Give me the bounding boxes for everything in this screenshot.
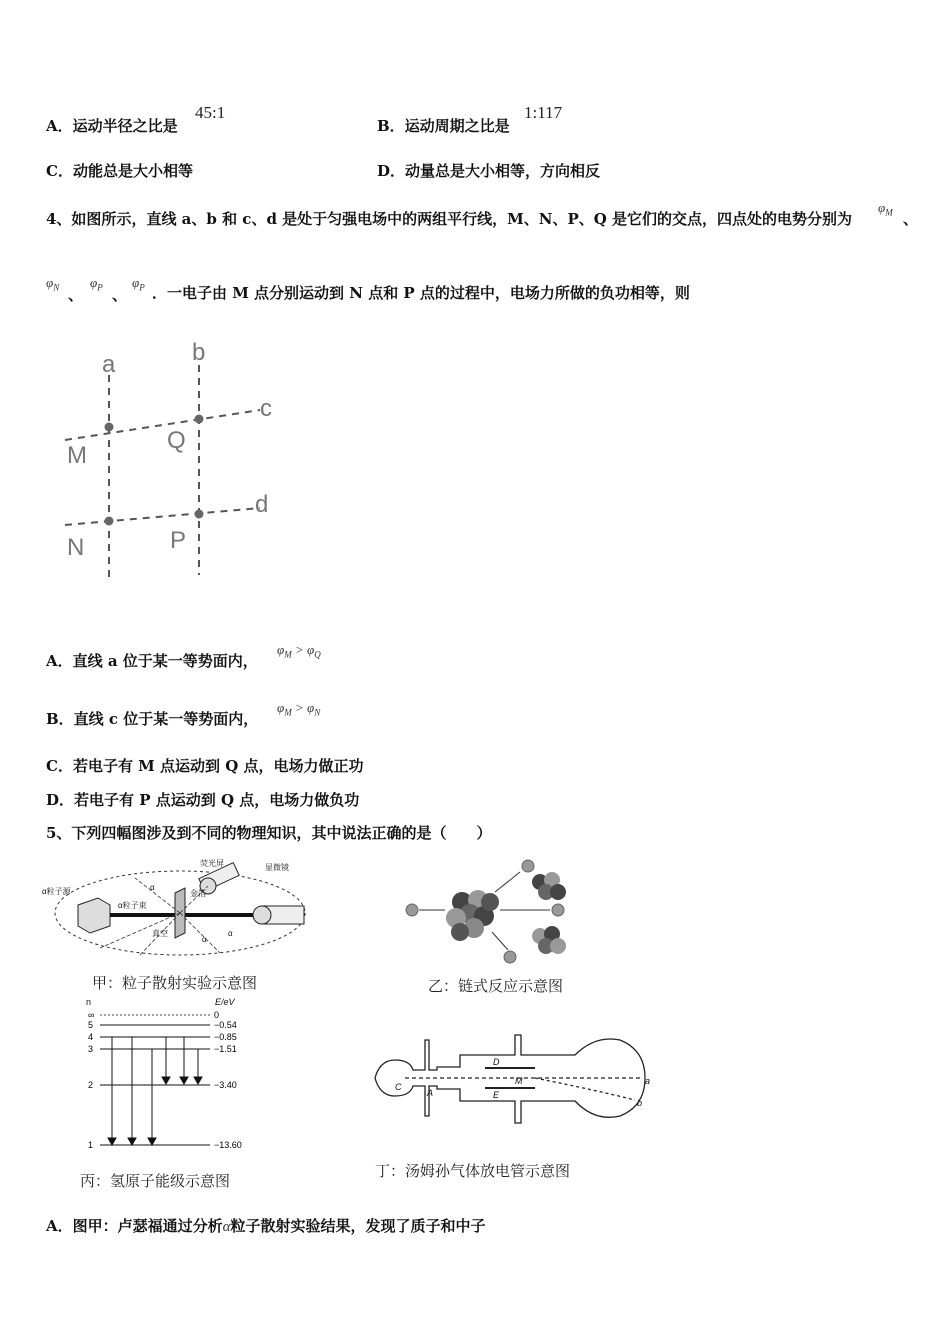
jia-alpha-3: α	[228, 929, 233, 938]
phi-glyph: φ	[132, 275, 140, 290]
deflected-beam	[535, 1078, 635, 1100]
phi-sub-n: N	[53, 282, 60, 293]
q4-option-d[interactable]: D．若电子有 P 点运动到 Q 点，电场力做负功	[46, 791, 360, 809]
separator-1: 、	[903, 210, 919, 228]
phi-glyph: φ	[306, 642, 315, 657]
energy-level-n: 1	[88, 1140, 94, 1150]
q4-option-b[interactable]: B．直线 c 位于某一等势面内，	[46, 710, 259, 728]
jia-vacuum-label: 真空	[152, 929, 168, 938]
point-p	[195, 510, 204, 519]
source-box	[78, 898, 110, 933]
gt-sign: >	[294, 700, 304, 715]
gt-sign: >	[294, 642, 304, 657]
ratio-radius: 45:1	[195, 103, 226, 122]
q5-option-a-pre: A．图甲：卢瑟福通过分析	[46, 1217, 223, 1235]
point-q	[195, 415, 204, 424]
figure-chain-reaction	[400, 852, 590, 967]
q5-option-a[interactable]	[46, 1216, 486, 1237]
jia-microscope-label: 显微镜	[265, 863, 289, 872]
option-c-prev[interactable]: C．动能总是大小相等	[46, 162, 193, 180]
phi-sub-m: M	[284, 649, 292, 660]
q4-option-c[interactable]: C．若电子有 M 点运动到 Q 点，电场力做正功	[46, 757, 364, 775]
option-a-label: A．运动半径之比是	[46, 117, 178, 135]
phi-sub-q: Q	[314, 649, 321, 660]
microscope-lens	[253, 906, 271, 924]
q5-stem: 5、下列四幅图涉及到不同的物理知识，其中说法正确的是（ ）	[46, 824, 492, 842]
energy-e-header: E/eV	[215, 997, 235, 1007]
caption-jia: 甲：粒子散射实验示意图	[92, 974, 258, 992]
q4-option-a-formula	[277, 642, 321, 660]
energy-level-value: −0.85	[214, 1032, 237, 1042]
energy-level-value: −13.60	[214, 1140, 242, 1150]
label-d: d	[255, 491, 269, 518]
tube-label-e: E	[493, 1090, 500, 1100]
phi-m-symbol	[878, 200, 893, 218]
q5-option-a-post: 粒子散射实验结果，发现了质子和中子	[230, 1217, 486, 1235]
label-q: Q	[167, 427, 186, 454]
jia-alpha-1: α	[150, 883, 155, 892]
phi-sub-n: N	[314, 707, 321, 718]
phi-sub-p: P	[97, 282, 103, 293]
phi-p-symbol-2	[132, 275, 145, 293]
tube-outline	[375, 1035, 645, 1123]
caption-ding: 丁：汤姆孙气体放电管示意图	[375, 1162, 571, 1180]
caption-bing: 丙：氢原子能级示意图	[80, 1172, 231, 1190]
tube-label-a2: a	[645, 1076, 651, 1086]
tube-label-a: A	[427, 1088, 434, 1098]
energy-level-value: −3.40	[214, 1080, 237, 1090]
q4-stem-line2: ．一电子由 M 点分别运动到 N 点和 P 点的过程中，电场力所做的负功相等，则	[152, 284, 690, 302]
phi-sub-p: P	[139, 282, 145, 293]
label-a: a	[102, 351, 116, 378]
energy-level-value: 0	[214, 1010, 220, 1020]
option-b-prev[interactable]	[377, 116, 510, 136]
neutron	[504, 951, 516, 963]
phi-glyph: φ	[277, 642, 285, 657]
figure-energy-levels	[80, 997, 260, 1157]
phi-p-symbol	[90, 275, 103, 293]
energy-level-n: ∞	[88, 1010, 95, 1020]
jia-screen-label: 荧光屏	[200, 859, 224, 868]
phi-sub-m: M	[284, 707, 292, 718]
nucleus-large	[446, 890, 499, 941]
q4-figure	[55, 330, 295, 590]
jia-alpha-2: α	[202, 935, 207, 944]
energy-level-n: 4	[88, 1032, 94, 1042]
phi-n-symbol	[46, 275, 59, 293]
tube-label-d: D	[493, 1057, 500, 1067]
option-d-prev[interactable]: D．动量总是大小相等，方向相反	[377, 162, 601, 180]
energy-level-n: 2	[88, 1080, 94, 1090]
energy-n-header: n	[86, 997, 92, 1007]
energy-level-n: 3	[88, 1044, 94, 1054]
label-n: N	[67, 534, 85, 561]
ratio-period: 1:117	[524, 103, 563, 122]
separator-3: 、	[112, 286, 128, 304]
tube-label-c: C	[395, 1082, 402, 1092]
fragment-bottom	[532, 926, 566, 954]
jia-beam-label: α粒子束	[118, 901, 147, 910]
transition-arrows	[108, 1037, 202, 1145]
phi-glyph: φ	[46, 275, 54, 290]
option-b-label: B．运动周期之比是	[377, 117, 510, 135]
phi-sub-m: M	[885, 207, 893, 218]
separator-2: 、	[68, 286, 84, 304]
alpha-symbol: α	[222, 1219, 231, 1235]
line-d	[65, 508, 260, 525]
incoming-neutron	[406, 904, 418, 916]
phi-glyph: φ	[277, 700, 285, 715]
label-b: b	[192, 339, 206, 366]
neutron	[552, 904, 564, 916]
phi-glyph: φ	[90, 275, 98, 290]
phi-glyph: φ	[878, 200, 886, 215]
point-n	[105, 517, 114, 526]
energy-level-value: −0.54	[214, 1020, 237, 1030]
phi-glyph: φ	[306, 700, 315, 715]
q4-option-a[interactable]: A．直线 a 位于某一等势面内，	[46, 652, 258, 670]
fragment-top	[532, 872, 566, 900]
q4-stem-line1: 4、如图所示，直线 a、b 和 c、d 是处于匀强电场中的两组平行线，M、N、P、Q 是它们的交点，四点处的电势分别为	[46, 210, 853, 228]
option-a-prev[interactable]	[46, 116, 178, 136]
jia-source-label: α粒子源	[42, 887, 71, 896]
jia-foil-label: 金箔	[190, 889, 206, 898]
label-p: P	[170, 527, 187, 554]
figure-alpha-scattering	[40, 858, 315, 968]
point-m	[105, 423, 114, 432]
neutron	[522, 860, 534, 872]
q4-option-b-formula	[277, 700, 320, 718]
tube-label-b: b	[637, 1098, 643, 1108]
label-m: M	[67, 442, 87, 469]
figure-thomson-tube	[365, 1030, 665, 1130]
energy-level-value: −1.51	[214, 1044, 237, 1054]
line-c	[65, 410, 260, 440]
energy-level-n: 5	[88, 1020, 94, 1030]
caption-yi: 乙：链式反应示意图	[428, 977, 564, 995]
label-c: c	[260, 395, 272, 422]
tube-label-m: M	[515, 1076, 523, 1086]
